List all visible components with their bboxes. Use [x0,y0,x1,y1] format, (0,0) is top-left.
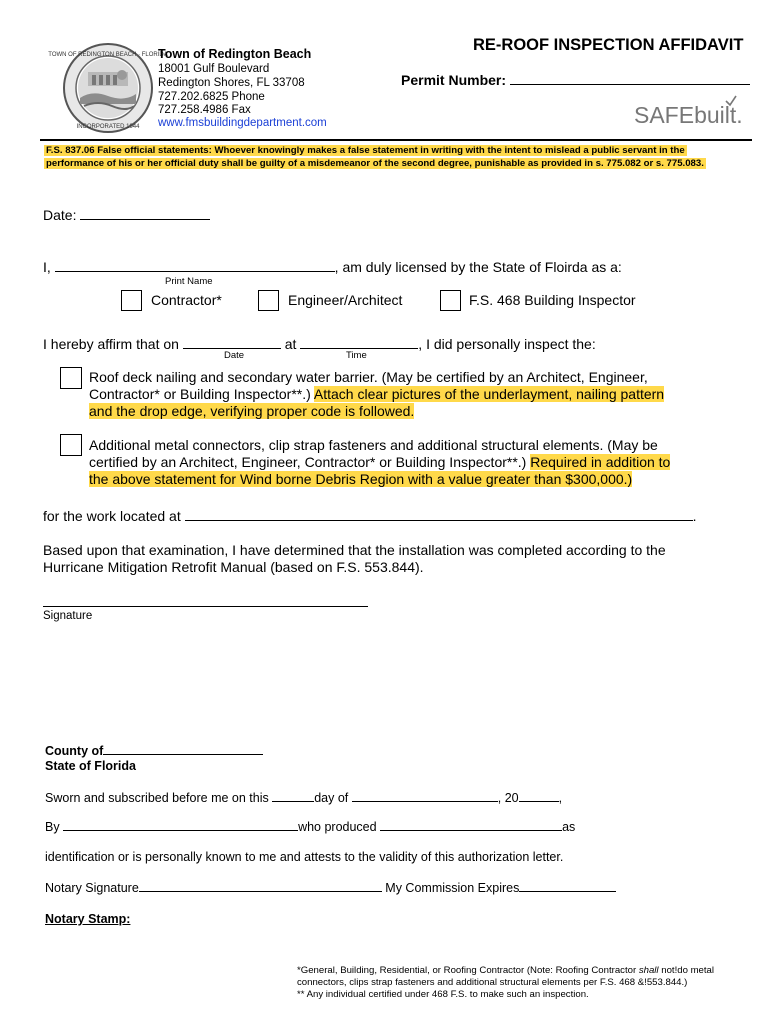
licensed-suffix: , am duly licensed by the State of Floirda as a: [334,259,622,275]
by-label: By [45,820,64,834]
engineer-architect-label: Engineer/Architect [288,292,403,308]
permit-number-field[interactable] [510,83,750,85]
svg-text:INCORPORATED 1944: INCORPORATED 1944 [76,124,140,130]
permit-label: Permit Number: [401,72,510,88]
metal-connectors-text: Additional metal connectors, clip strap fasteners and additional structural elements. (May be certified by an Architect, Engineer, Contractor* or Building Inspector**.) [89,437,658,470]
sworn-day-field[interactable] [272,800,314,802]
fax: 727.258.4986 Fax [158,104,251,116]
county-field[interactable] [103,753,263,755]
affirm-row [43,336,596,352]
i-label: I, [43,259,55,275]
sworn-month-field[interactable] [352,800,498,802]
signature-line[interactable] [43,606,368,607]
inspection-date-field[interactable] [183,347,281,349]
based-upon-statement: Based upon that examination, I have determined that the installation was completed according to the Hurricane Mitigation Retrofit Manual (based on F.S. 553.844). [43,542,666,575]
notary-stamp-label: Notary Stamp: [45,912,131,926]
svg-text:TOWN OF REDINGTON BEACH · FLOR: TOWN OF REDINGTON BEACH · FLORIDA [48,52,168,58]
phone: 727.202.6825 Phone [158,91,265,103]
id-type-field[interactable] [380,829,562,831]
county-row [45,744,263,758]
roof-deck-requirement: Attach clear pictures of the underlayment, nailing pattern and the drop edge, verifying proper code is followed. [89,386,665,419]
date-field[interactable] [80,218,210,220]
work-location-period: . [692,508,697,524]
by-row [45,820,575,834]
identification-statement: identification or is personally known to me and attests to the validity of this authorization letter. [45,850,564,864]
signature-label: Signature [43,610,93,622]
print-name-field[interactable] [55,270,335,272]
licensed-row [43,259,622,275]
address-line1: 18001 Gulf Boulevard [158,63,270,75]
metal-connectors-checkbox[interactable] [60,434,82,456]
work-location-row [43,508,697,524]
form-title: RE-ROOF INSPECTION AFFIDAVIT [473,36,744,54]
roof-deck-item [89,369,689,420]
inspection-time-field[interactable] [300,347,418,349]
contractor-checkbox[interactable] [121,290,142,311]
metal-connectors-requirement: Required in addition to the above statement for Wind borne Debris Region with a value greater than $300,000.) [89,454,671,487]
notary-signature-row [45,881,616,895]
town-seal [48,42,168,134]
sworn-year-prefix: , 20 [497,791,519,805]
website-link[interactable]: www.fmsbuildingdepartment.com [158,117,327,129]
roof-deck-text: Roof deck nailing and secondary water barrier. (May be certified by an Architect, Engineer, Contractor* or Building Inspector**.) [89,369,648,402]
time-caption: Time [346,350,367,361]
safebuilt-wordmark: SAFEbuilt. [634,102,743,128]
state-label: State of Florida [45,759,136,773]
contractor-label: Contractor* [151,292,222,308]
seal-icon [48,42,168,134]
permit-number [401,72,750,88]
work-location-field[interactable] [185,519,693,521]
work-location-label: for the work located at [43,508,185,524]
as-label: as [562,820,576,834]
engineer-architect-checkbox[interactable] [258,290,279,311]
affirm-prefix: I hereby affirm that on [43,336,183,352]
sworn-year-field[interactable] [519,800,559,802]
commission-expires-field[interactable] [519,890,616,892]
safebuilt-logo [634,94,754,130]
footnote-line3: ** Any individual certified under 468 F.S. to make such an inspection. [297,989,589,1000]
print-name-caption: Print Name [165,276,213,287]
false-statements-warning: F.S. 837.06 False official statements: Whoever knowingly makes a false statement in writing with the intent to mislead a public servant in the performance of his or her official duty shall be guilty of a misdemeanor of the second degree, punishable as provided in s. 775.082 or s. 775.083. [46,145,704,169]
building-inspector-checkbox[interactable] [440,290,461,311]
building-inspector-label: F.S. 468 Building Inspector [469,292,636,308]
county-label: County of [45,744,104,758]
date-row [43,207,210,223]
sworn-comma: , [558,791,563,805]
date-label: Date: [43,207,81,223]
by-name-field[interactable] [63,829,298,831]
header-rule [40,139,752,141]
date-caption: Date [224,350,245,361]
affirm-suffix: , I did personally inspect the: [418,336,596,352]
roof-deck-checkbox[interactable] [60,367,82,389]
commission-label: My Commission Expires [381,881,520,895]
address-line2: Redington Shores, FL 33708 [158,77,305,89]
sworn-text: Sworn and subscribed before me on this [45,791,273,805]
notary-signature-label: Notary Signature [45,881,139,895]
footnote-line1: *General, Building, Residential, or Roofing Contractor (Note: Roofing Contractor shall not!do metal [297,965,715,976]
sworn-day-of: day of [314,791,352,805]
metal-connectors-item [89,437,679,488]
town-name: Town of Redington Beach [158,47,312,61]
footnote-line2: connectors, clips strap fasteners and additional structural elements per F.S. 468 &!553.844.) [297,977,688,988]
who-produced-label: who produced [298,820,381,834]
notary-signature-field[interactable] [139,890,382,892]
checkmark-icon [724,94,738,108]
affirm-at: at [284,336,297,352]
sworn-row [45,791,562,805]
